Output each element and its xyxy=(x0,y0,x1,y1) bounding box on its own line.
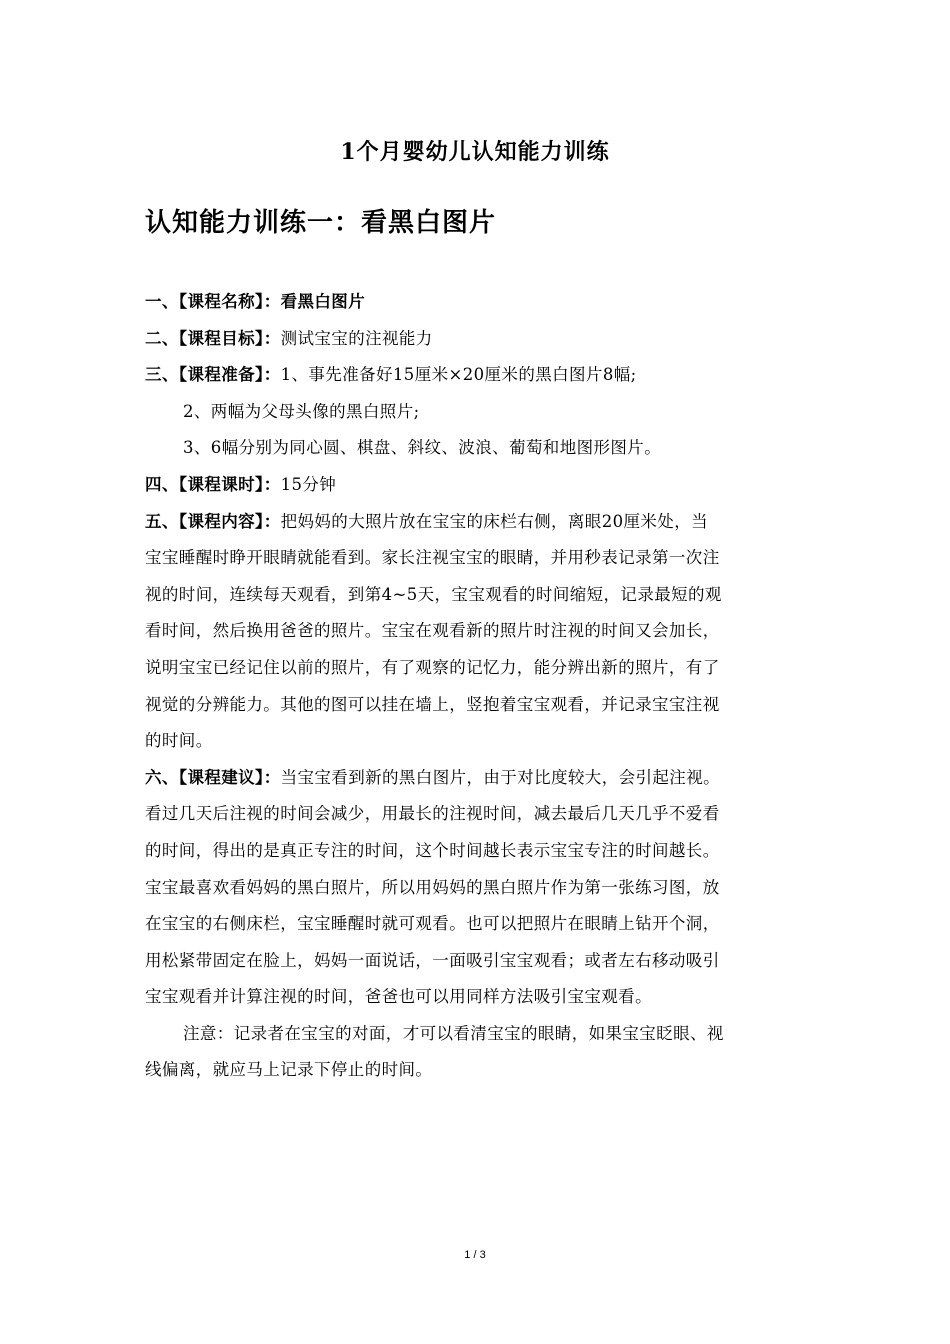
item-course-name xyxy=(145,284,810,321)
content-line: 宝宝睡醒时睁开眼睛就能看到。家长注视宝宝的眼睛，并用秒表记录第一次注 xyxy=(145,548,720,568)
advice-line: 的时间，得出的是真正专注的时间，这个时间越长表示宝宝专注的时间越长。 xyxy=(145,840,720,860)
item-label: 六、【课程建议】： xyxy=(145,767,281,787)
item-label: 三、【课程准备】： xyxy=(145,365,281,385)
item-label: 二、【课程目标】： xyxy=(145,328,281,348)
item-label: 四、【课程课时】： xyxy=(145,474,281,494)
page-number: 1 / 3 xyxy=(464,1249,486,1261)
item-label: 一、【课程名称】： xyxy=(145,292,281,311)
content-line: 的时间。 xyxy=(145,731,213,751)
advice-line: 宝宝观看并计算注视的时间，爸爸也可以用同样方法吸引宝宝观看。 xyxy=(145,987,652,1007)
item-text: 看黑白图片 xyxy=(280,292,366,311)
item-course-content xyxy=(145,504,810,541)
advice-line: 用松紧带固定在脸上，妈妈一面说话，一面吸引宝宝观看；或者左右移动吸引 xyxy=(145,950,720,970)
item-text: 1、事先准备好15厘米×20厘米的黑白图片8幅; xyxy=(280,365,637,385)
note-line: 线偏离，就应马上记录下停止的时间。 xyxy=(145,1060,433,1080)
item-course-prep xyxy=(145,357,810,394)
content-line: 视觉的分辨能力。其他的图可以挂在墙上，竖抱着宝宝观看，并记录宝宝注视 xyxy=(145,694,720,714)
advice-line: 看过几天后注视的时间会减少，用最长的注视时间，减去最后几天几乎不爱看 xyxy=(145,804,720,824)
item-course-duration xyxy=(145,467,810,504)
advice-line: 在宝宝的右侧床栏，宝宝睡醒时就可观看。也可以把照片在眼睛上钻开个洞， xyxy=(145,914,720,934)
item-text: 15分钟 xyxy=(280,474,337,494)
content-line: 看时间，然后换用爸爸的照片。宝宝在观看新的照片时注视的时间又会加长， xyxy=(145,621,720,641)
item-text: 把妈妈的大照片放在宝宝的床栏右侧，离眼20厘米处，当 xyxy=(280,511,709,531)
item-label: 五、【课程内容】： xyxy=(145,511,281,531)
item-text: 测试宝宝的注视能力 xyxy=(280,328,433,348)
item-course-goal xyxy=(145,321,810,358)
item-text: 当宝宝看到新的黑白图片，由于对比度较大，会引起注视。 xyxy=(280,767,721,787)
item-course-advice xyxy=(145,760,810,797)
prep-line-2: 2、两幅为父母头像的黑白照片; xyxy=(183,401,420,421)
document-body xyxy=(145,284,810,1089)
document-title: 1个月婴幼儿认知能力训练 xyxy=(340,139,610,165)
content-line: 说明宝宝已经记住以前的照片，有了观察的记忆力，能分辨出新的照片，有了 xyxy=(145,657,720,677)
content-line: 视的时间，连续每天观看，到第4~5天，宝宝观看的时间缩短，记录最短的观 xyxy=(145,584,722,604)
section-title: 认知能力训练一：看黑白图片 xyxy=(145,208,497,238)
advice-line: 宝宝最喜欢看妈妈的黑白照片，所以用妈妈的黑白照片作为第一张练习图，放 xyxy=(145,877,720,897)
note-line: 注意：记录者在宝宝的对面，才可以看清宝宝的眼睛，如果宝宝眨眼、视 xyxy=(183,1023,724,1043)
prep-line-3: 3、6幅分别为同心圆、棋盘、斜纹、波浪、葡萄和地图形图片。 xyxy=(183,438,662,458)
